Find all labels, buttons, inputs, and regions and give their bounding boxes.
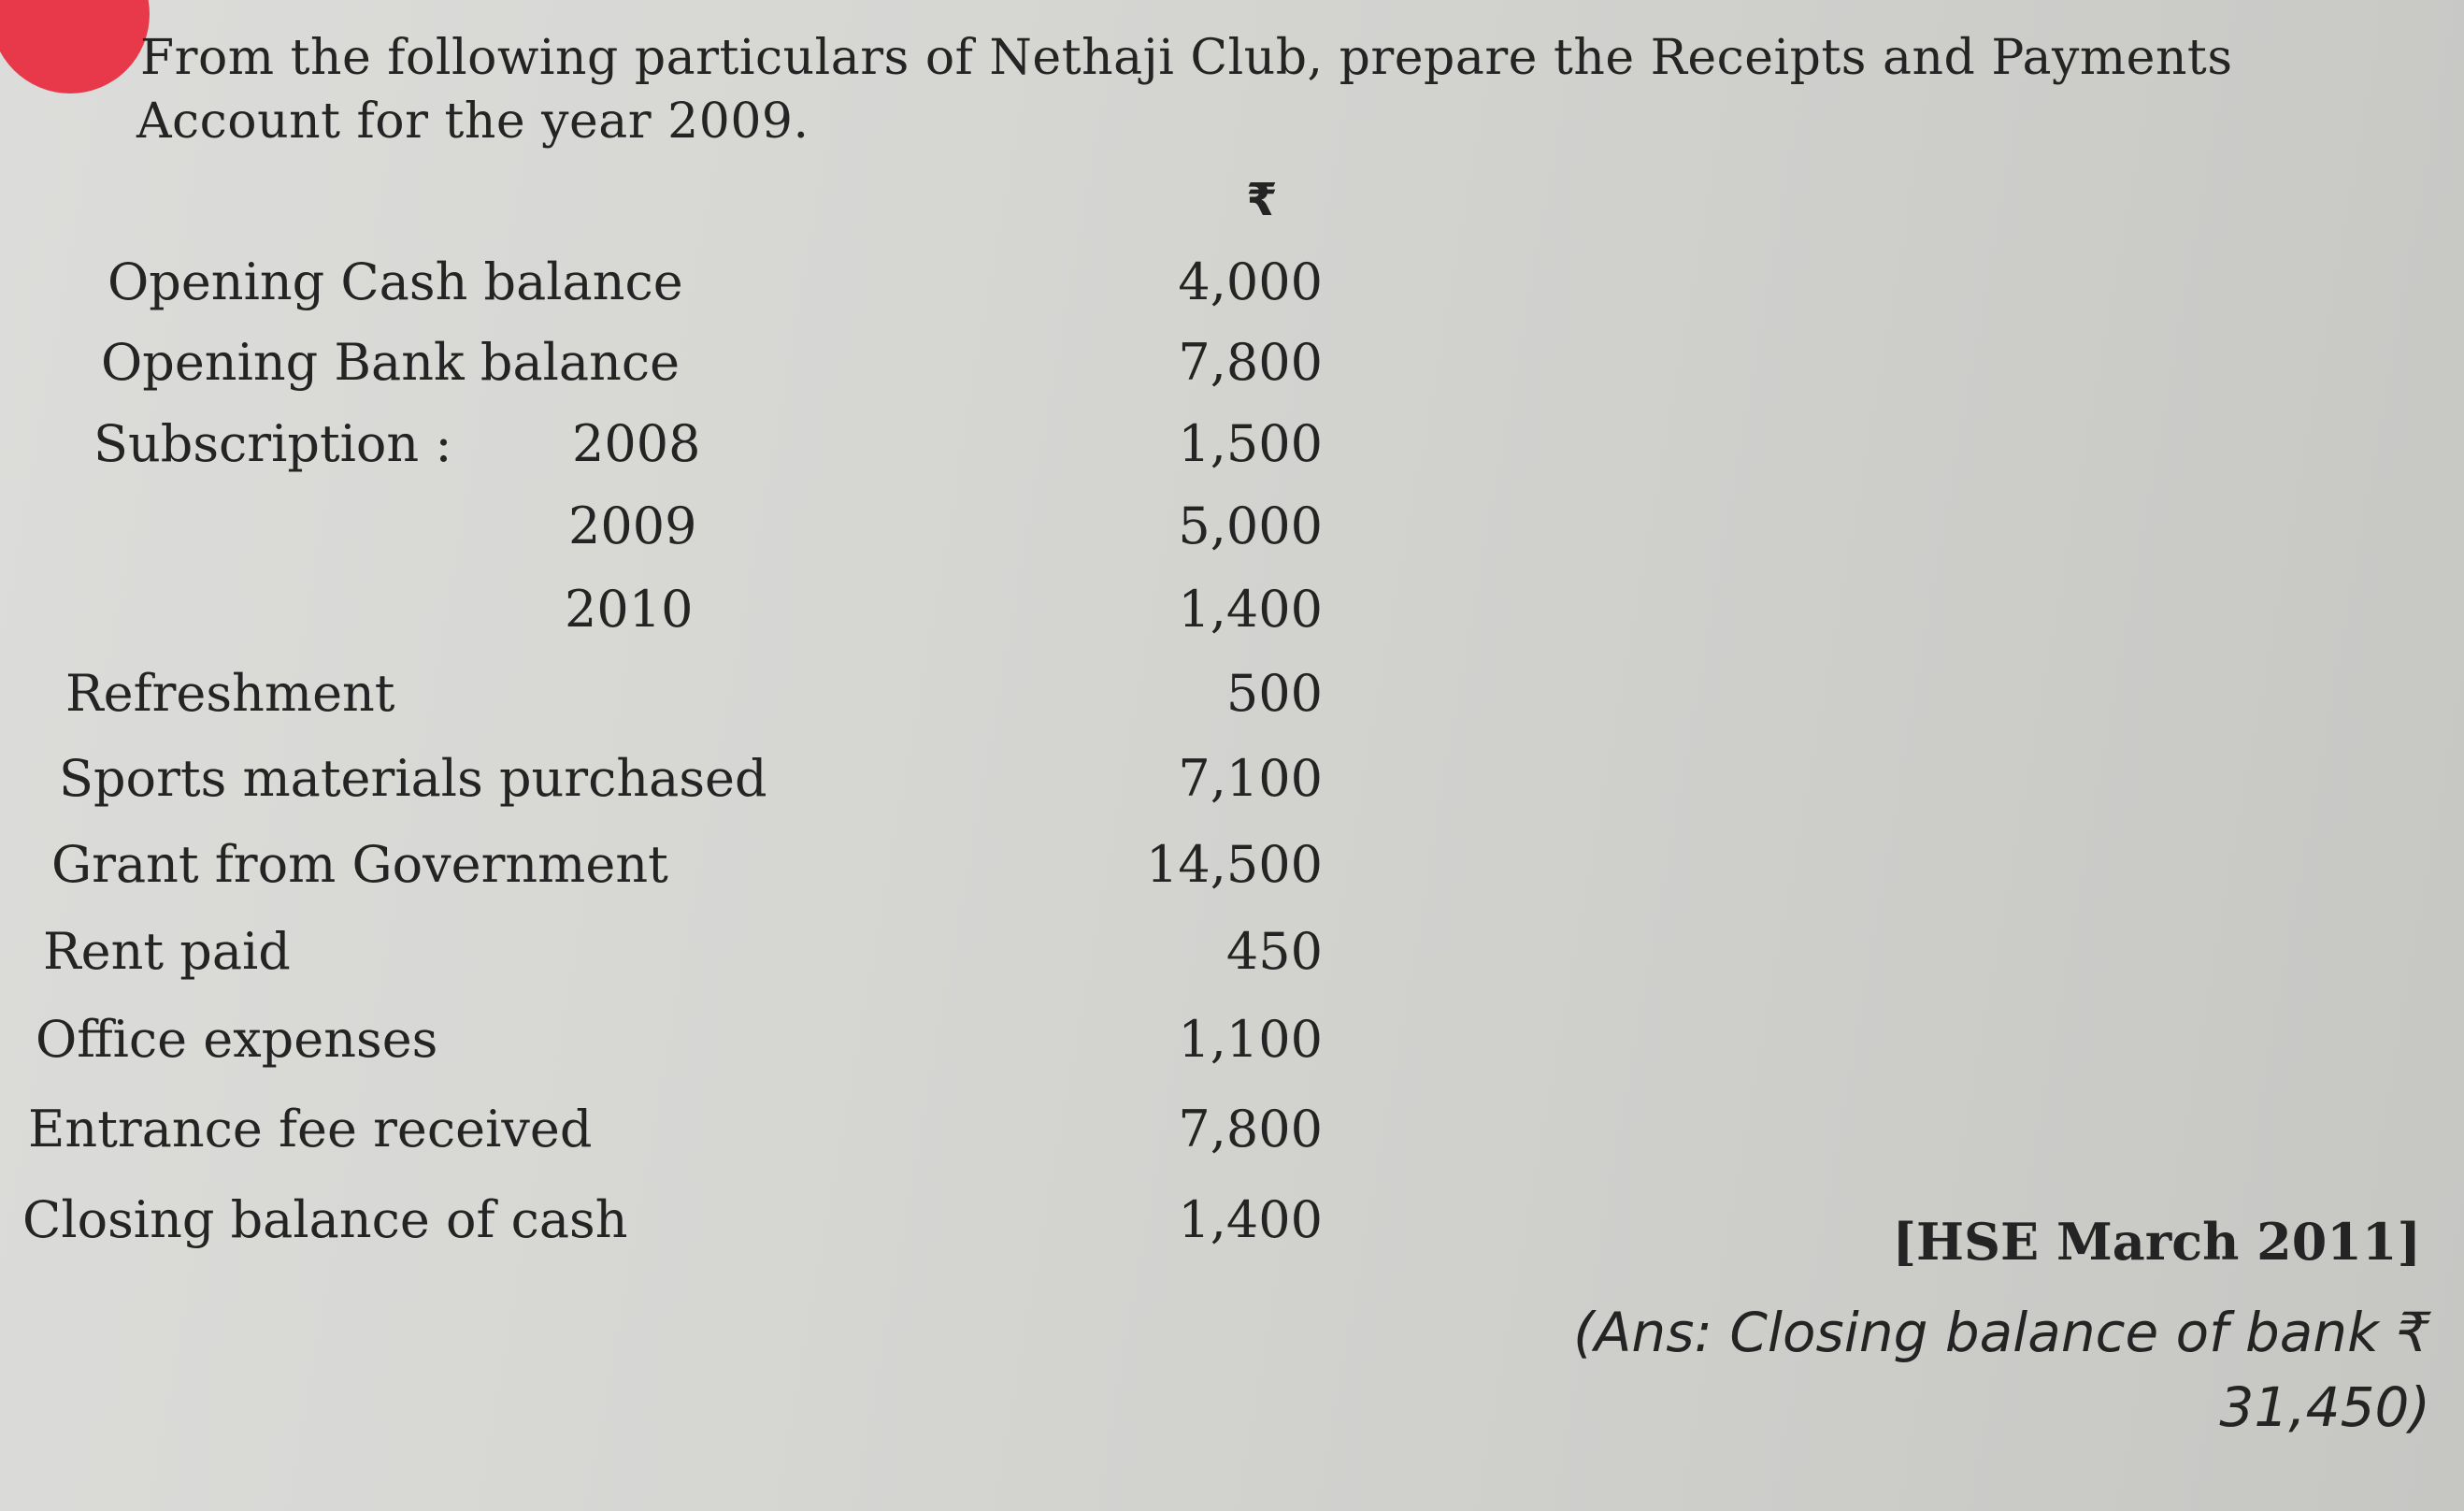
particular-row [43, 914, 1323, 989]
particular-amount: 14,500 [1146, 835, 1323, 894]
particular-label: Entrance fee received [28, 1100, 593, 1158]
particular-amount: 1,400 [1178, 580, 1323, 639]
particular-amount: 1,500 [1178, 414, 1323, 473]
question-text [136, 26, 2384, 153]
particular-amount: 7,800 [1178, 333, 1323, 392]
particular-amount: 1,400 [1178, 1190, 1323, 1249]
particular-label: Refreshment [65, 664, 395, 723]
subscription-year: 2008 [572, 414, 701, 473]
particular-label: Grant from Government [51, 835, 668, 894]
question-line-1: From the following particulars of Nethaji Club, prepare the Receipts and Payments [140, 30, 2233, 86]
particular-row [36, 1002, 1323, 1077]
particular-amount: 7,800 [1178, 1100, 1323, 1158]
particular-row [59, 741, 1323, 816]
subscription-year: 2010 [565, 580, 694, 639]
particular-row [22, 1183, 1323, 1258]
particular-amount: 4,000 [1178, 252, 1323, 311]
particular-label: Opening Cash balance [107, 252, 683, 311]
particular-amount: 450 [1225, 922, 1323, 981]
particular-row [93, 572, 1323, 647]
exam-source-reference: [HSE March 2011] [1892, 1212, 2421, 1272]
red-highlight-mark [0, 0, 150, 94]
particular-row [28, 1092, 1323, 1167]
currency-symbol: ₹ [1246, 174, 1278, 226]
particular-row [65, 656, 1323, 731]
particular-label: Sports materials purchased [59, 749, 767, 808]
particular-label: Rent paid [43, 922, 291, 981]
particular-label: Office expenses [36, 1010, 438, 1069]
particular-amount: 1,100 [1178, 1010, 1323, 1069]
particular-row [107, 245, 1323, 320]
particular-label: Opening Bank balance [101, 333, 680, 392]
particular-row [101, 325, 1323, 400]
particular-label: Subscription : [93, 414, 452, 473]
answer-note: (Ans: Closing balance of bank ₹ 31,450) [1573, 1301, 2430, 1439]
particular-row [93, 407, 1323, 482]
particular-row [93, 489, 1323, 564]
particular-row [51, 827, 1323, 902]
subscription-year: 2009 [568, 496, 697, 555]
particular-label: Closing balance of cash [22, 1190, 628, 1249]
particular-amount: 5,000 [1178, 496, 1323, 555]
particular-amount: 7,100 [1178, 749, 1323, 808]
particular-amount: 500 [1225, 664, 1323, 723]
question-line-2: Account for the year 2009. [136, 94, 809, 150]
